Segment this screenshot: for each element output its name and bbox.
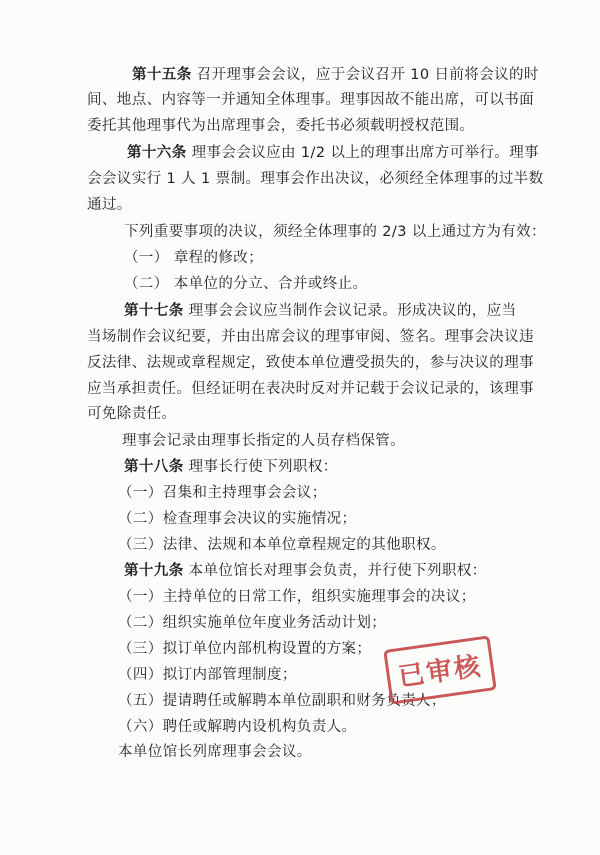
article-16-heading: 第十六条 <box>127 145 187 161</box>
article-19-item-6: （六）聘任或解聘内设机构负责人。 <box>118 719 357 735</box>
article-15-heading: 第十五条 <box>132 67 192 83</box>
article-15-line-3: 委托其他理事代为出席理事会，委托书必须载明授权范围。 <box>87 118 475 134</box>
article-16-item-1: （一） 章程的修改； <box>124 250 264 266</box>
article-19-item-1: （一）主持单位的日常工作，组织实施理事会的决议； <box>118 589 476 605</box>
article-19-heading: 第十九条 <box>124 563 184 579</box>
article-17-line-5: 可免除责任。 <box>87 406 177 422</box>
article-18-item-3: （三）法律、法规和本单位章程规定的其他职权。 <box>118 537 446 553</box>
article-19-text-1: 本单位馆长对理事会负责，并行使下列职权： <box>188 563 487 579</box>
article-17-text-1: 理事会会议应当制作会议记录。形成决议的，应当 <box>188 303 517 319</box>
article-18-heading: 第十八条 <box>124 459 184 475</box>
article-19-line-1 <box>124 562 487 580</box>
article-19-closing: 本单位馆长列席理事会会议。 <box>118 744 312 760</box>
article-17-line-2: 当场制作会议纪要，并由出席会议的理事审阅、签名。理事会决议违 <box>87 329 534 345</box>
article-19-item-4: （四）拟订内部管理制度； <box>118 667 297 683</box>
article-16-line-3: 通过。 <box>87 197 132 213</box>
article-15-text-1: 召开理事会会议，应于会议召开 10 日前将会议的时 <box>196 67 539 83</box>
article-18-text-1: 理事长行使下列职权： <box>188 459 338 475</box>
article-17-line-6: 理事会记录由理事长指定的人员存档保管。 <box>122 433 406 449</box>
article-18-line-1 <box>124 458 338 476</box>
article-16-line-1 <box>127 144 539 162</box>
article-16-line-4: 下列重要事项的决议，须经全体理事的 2/3 以上通过方为有效： <box>124 224 546 240</box>
article-16-item-2: （二） 本单位的分立、合并或终止。 <box>124 276 368 292</box>
approval-stamp-text: 已审核 <box>396 651 484 693</box>
article-17-heading: 第十七条 <box>124 303 184 319</box>
approval-stamp-graphic <box>381 633 498 708</box>
article-15-line-1 <box>132 66 539 84</box>
article-17-line-4: 应当承担责任。但经证明在表决时反对并记载于会议记录的，该理事 <box>87 381 534 397</box>
article-17-line-3: 反法律、法规或章程规定，致使本单位遭受损失的，参与决议的理事 <box>87 355 534 371</box>
article-19-item-5: （五）提请聘任或解聘本单位副职和财务负责人； <box>118 693 446 709</box>
article-17-line-1 <box>124 302 516 320</box>
article-18-item-1: （一）召集和主持理事会会议； <box>118 485 327 501</box>
article-15-line-2: 间、地点、内容等一并通知全体理事。理事因故不能出席，可以书面 <box>87 92 534 108</box>
article-19-item-3: （三）拟订单位内部机构设置的方案； <box>118 641 372 657</box>
article-16-line-2: 会会议实行 1 人 1 票制。理事会作出决议，必须经全体理事的过半数 <box>87 171 544 187</box>
article-18-item-2: （二）检查理事会决议的实施情况； <box>118 511 357 527</box>
article-19-item-2: （二）组织实施单位年度业务活动计划； <box>118 615 387 631</box>
approval-stamp <box>381 633 498 708</box>
article-16-text-1: 理事会会议应由 1/2 以上的理事出席方可举行。理事 <box>191 145 540 161</box>
